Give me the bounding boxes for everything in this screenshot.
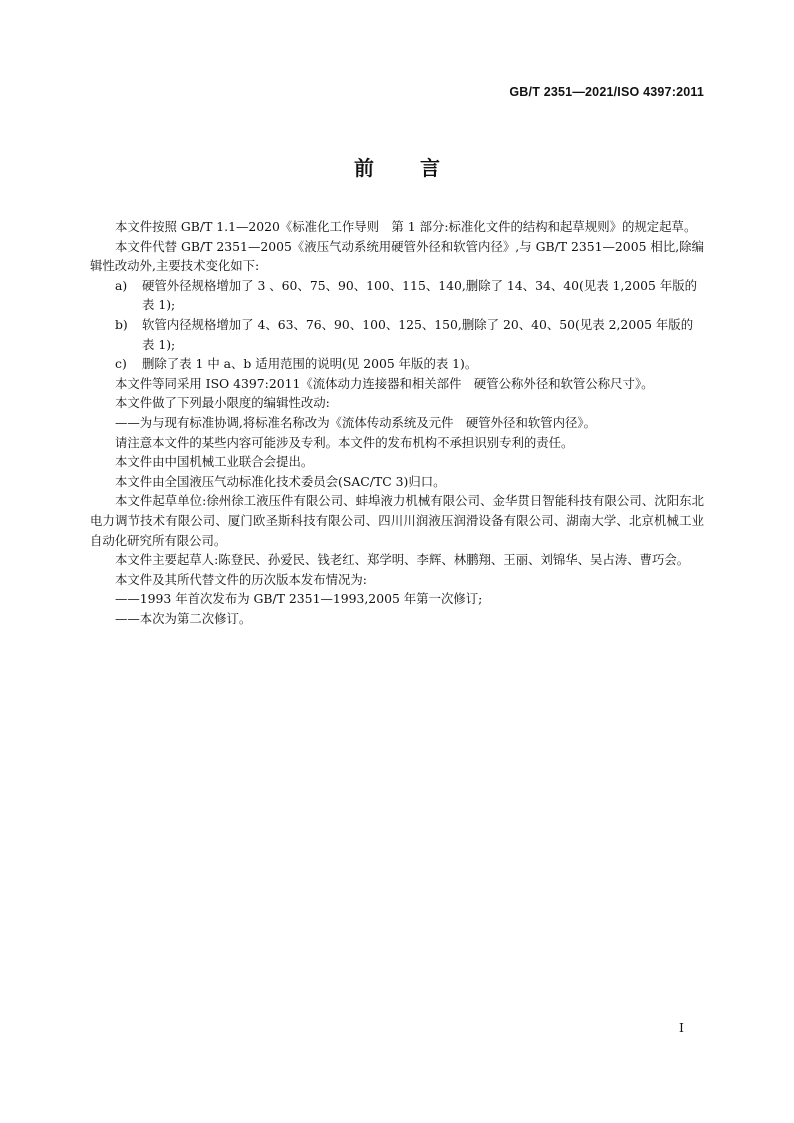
list-text: 删除了表 1 中 a、b 适用范围的说明(见 2005 年版的表 1)。 — [142, 356, 478, 372]
paragraph-drafters: 本文件主要起草人:陈登民、孙爱民、钱老红、郑学明、李辉、林鹏翔、王丽、刘锦华、吴占涛、曹巧会。 — [115, 552, 690, 568]
paragraph-history-intro: 本文件及其所代替文件的历次版本发布情况为: — [115, 571, 367, 587]
document-body — [90, 217, 704, 628]
paragraph-replacement: 本文件代替 GB/T 2351—2005《液压气动系统用硬管外径和软管内径》,与 GB/T 2351—2005 相比,除编辑性改动外,主要技术变化如下: — [90, 238, 704, 274]
paragraph-committee: 本文件由全国液压气动标准化技术委员会(SAC/TC 3)归口。 — [115, 473, 446, 489]
list-item — [90, 354, 704, 374]
paragraph-patent-notice: 请注意本文件的某些内容可能涉及专利。本文件的发布机构不承担识别专利的责任。 — [115, 434, 574, 450]
list-marker: b) — [115, 316, 128, 332]
paragraph-drafting-units: 本文件起草单位:徐州徐工液压件有限公司、蚌埠液力机械有限公司、金华贯日智能科技有限公司、沈阳东北电力调节技术有限公司、厦门欧圣斯科技有限公司、四川川润液压润滑设备有限公司、湖南大学、北京机械工业自动化研究所有限公司。 — [90, 493, 704, 548]
paragraph-name-change: ——为与现有标准协调,将标准名称改为《流体传动系统及元件 硬管外径和软管内径》。 — [115, 414, 596, 430]
list-text: 硬管外径规格增加了 3 、60、75、90、100、115、140,删除了 14、34、40(见表 1,2005 年版的表 1); — [142, 277, 698, 313]
paragraph-drafting-rule: 本文件按照 GB/T 1.1—2020《标准化工作导则 第 1 部分:标准化文件的结构和起草规则》的规定起草。 — [115, 219, 697, 234]
list-item — [90, 276, 704, 315]
page-number: I — [679, 1020, 684, 1035]
page-title: 前言 — [354, 156, 486, 180]
paragraph-proposer: 本文件由中国机械工业联合会提出。 — [115, 454, 314, 470]
paragraph-editorial-changes: 本文件做了下列最小限度的编辑性改动: — [115, 395, 330, 411]
paragraph-history-current: ——本次为第二次修订。 — [115, 610, 252, 626]
paragraph-history-1993: ——1993 年首次发布为 GB/T 2351—1993,2005 年第一次修订; — [115, 591, 483, 607]
standard-code: GB/T 2351—2021/ISO 4397:2011 — [509, 85, 704, 99]
list-marker: a) — [115, 277, 128, 293]
list-item — [90, 315, 704, 354]
paragraph-adoption: 本文件等同采用 ISO 4397:2011《流体动力连接器和相关部件 硬管公称外径和软管公称尺寸》。 — [115, 375, 654, 391]
list-marker: c) — [115, 356, 127, 372]
list-text: 软管内径规格增加了 4、63、76、90、100、125、150,删除了 20、40、50(见表 2,2005 年版的表 1); — [142, 316, 694, 352]
